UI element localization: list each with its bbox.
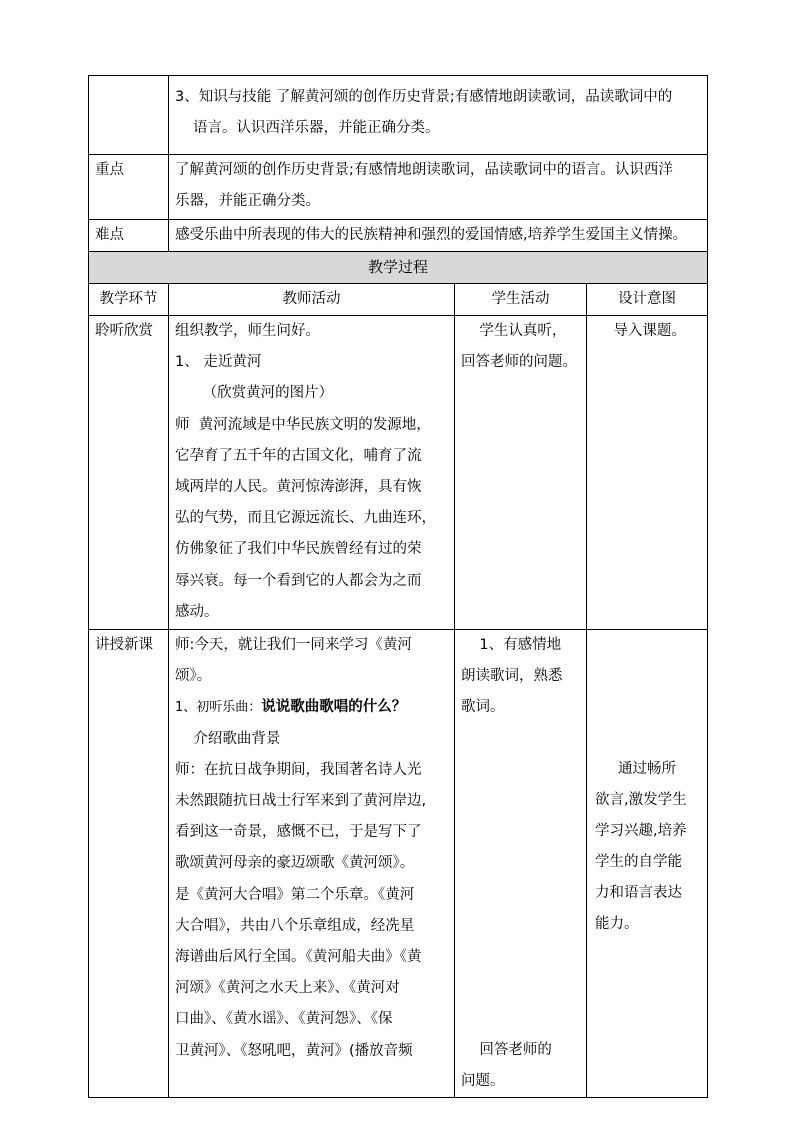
- student-cell: [455, 630, 587, 1098]
- teacher-cell: [169, 630, 455, 1098]
- student-cell: [455, 316, 587, 630]
- teacher-line: 师 黄河流域是中华民族文明的发源地，: [175, 416, 431, 433]
- teacher-line: 颂》。: [175, 668, 212, 685]
- lesson-plan-table: [88, 75, 708, 1098]
- teacher-line: 感动。: [175, 603, 219, 620]
- teacher-line: 仿佛象征了我们中华民族曾经有过的荣: [175, 541, 422, 558]
- teacher-line: 弘的气势，而且它源远流长、九曲连环，: [175, 510, 436, 527]
- intent-line: 学生的自学能: [595, 854, 682, 870]
- difficulty-label: 难点: [89, 220, 169, 252]
- intent-line: 能力。: [595, 916, 639, 932]
- teacher-line: 辱兴衰。每一个看到它的人都会为之而: [175, 572, 422, 589]
- teacher-step: 1、初听乐曲：: [175, 700, 262, 716]
- objective-line-2: 语言。认识西洋乐器，并能正确分类。: [193, 120, 440, 136]
- difficulty-row: [89, 220, 708, 252]
- objective-label-cell: [89, 76, 169, 155]
- header-stage: 教学环节: [89, 284, 169, 316]
- teacher-line: 卫黄河》、《怒吼吧，黄河》(播放音频: [175, 1042, 413, 1059]
- header-teacher: 教师活动: [169, 284, 455, 316]
- teacher-line: 海谱曲后风行全国。《黄河船夫曲》《黄: [175, 949, 422, 966]
- teacher-line: 口曲》、《黄水谣》、《黄河怨》、《保: [175, 1011, 393, 1028]
- intent-line: 导入课题。: [595, 323, 686, 339]
- intent-line: 通过畅所: [595, 761, 677, 777]
- stage-cell: 讲授新课: [89, 630, 169, 1098]
- teacher-line: 未然跟随抗日战士行军来到了黄河岸边,: [175, 793, 427, 810]
- objective-cell: [169, 76, 708, 155]
- teacher-line: 看到这一奇景，感慨不已，于是写下了: [175, 824, 422, 841]
- teacher-line: 组织教学，师生问好。: [175, 323, 320, 339]
- student-line: 问题。: [461, 1073, 505, 1089]
- teacher-line: 域两岸的人民。黄河惊涛澎湃，具有恢: [175, 479, 422, 496]
- teacher-line: （欣赏黄河的图片）: [175, 385, 334, 402]
- teacher-line: 河颂》《黄河之水天上来》、《黄河对: [175, 980, 400, 997]
- student-spacer: [461, 723, 582, 1035]
- student-line: 学生认真听，: [461, 323, 567, 339]
- intent-cell: [587, 316, 708, 630]
- teacher-line: 1、 走近黄河: [175, 354, 262, 371]
- header-student: 学生活动: [455, 284, 587, 316]
- student-line: 朗读歌词，熟悉: [461, 668, 563, 684]
- table-row: [89, 316, 708, 630]
- section-title: 教学过程: [89, 252, 708, 284]
- teacher-line: 介绍歌曲背景: [175, 730, 281, 747]
- teacher-line: 大合唱》，共由八个乐章组成，经冼星: [175, 917, 415, 934]
- objective-line-1: 3、知识与技能 了解黄河颂的创作历史背景;有感情地朗读歌词，品读歌词中的: [175, 89, 673, 105]
- key-point-line-2: 乐器，并能正确分类。: [175, 193, 320, 209]
- header-row: [89, 284, 708, 316]
- student-line: 1、有感情地: [461, 637, 562, 653]
- student-line: 歌词。: [461, 699, 505, 715]
- stage-cell: 聆听欣赏: [89, 316, 169, 630]
- teacher-line: 师：在抗日战争期间，我国著名诗人光: [175, 761, 422, 778]
- teacher-line: 歌颂黄河母亲的豪迈颂歌《黄河颂》。: [175, 855, 415, 872]
- teacher-line: 师:今天，就让我们一同来学习《黄河: [175, 637, 412, 653]
- difficulty-text: 感受乐曲中所表现的伟大的民族精神和强烈的爱国情感,培养学生爱国主义情操。: [169, 220, 708, 252]
- key-point-cell: [169, 155, 708, 220]
- teacher-line: 它孕育了五千年的古国文化，哺育了流: [175, 447, 422, 464]
- objective-row: [89, 76, 708, 155]
- header-intent: 设计意图: [587, 284, 708, 316]
- teacher-cell: [169, 316, 455, 630]
- teacher-question: 说说歌曲歌唱的什么？: [261, 699, 407, 716]
- intent-line: 学习兴趣,培养: [595, 823, 687, 839]
- intent-spacer: [595, 630, 703, 754]
- student-line: 回答老师的问题。: [461, 354, 577, 370]
- intent-line: 欲言,激发学生: [595, 792, 687, 808]
- intent-cell: [587, 630, 708, 1098]
- table-row: [89, 630, 708, 1098]
- teacher-line: [175, 692, 450, 723]
- section-title-row: [89, 252, 708, 284]
- key-point-label: 重点: [89, 155, 169, 220]
- key-point-line-1: 了解黄河颂的创作历史背景;有感情地朗读歌词，品读歌词中的语言。认识西洋: [175, 162, 673, 178]
- teacher-line: 是《黄河大合唱》第二个乐章。《黄河: [175, 886, 415, 903]
- key-point-row: [89, 155, 708, 220]
- student-line: 回答老师的: [461, 1042, 552, 1058]
- intent-line: 力和语言表达: [595, 885, 682, 901]
